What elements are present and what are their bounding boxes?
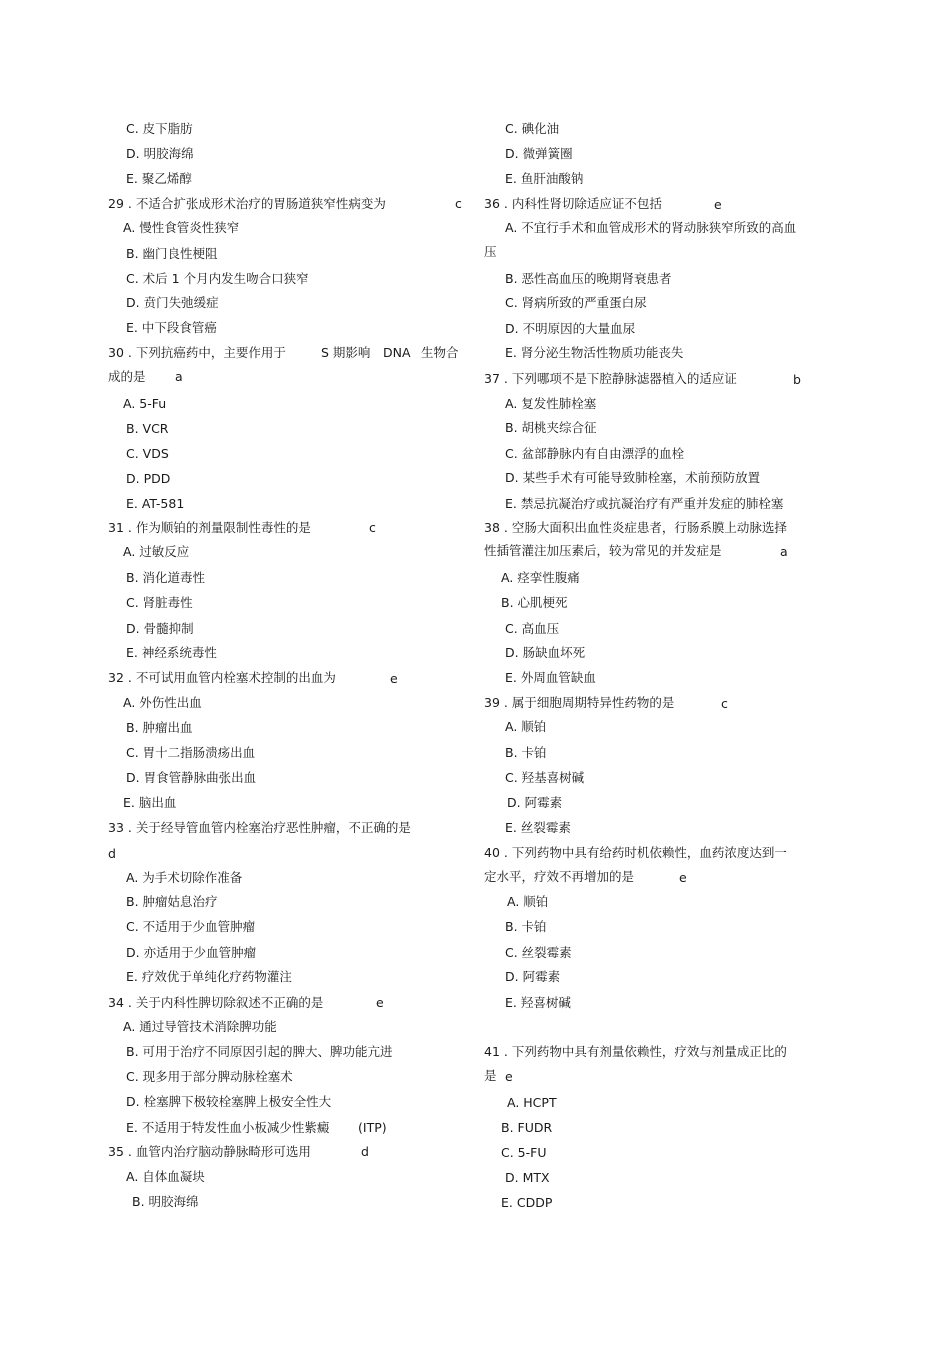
- answer-39: c: [721, 696, 728, 711]
- answer-29: c: [455, 196, 462, 211]
- question-31: 31 . 作为顺铂的剂量限制性毒性的是: [108, 520, 311, 535]
- q38-option-e: E. 外周血管缺血: [505, 670, 596, 685]
- q38-option-a: A. 痉挛性腹痛: [501, 570, 580, 585]
- question-36: 36 . 内科性肾切除适应证不包括: [484, 196, 662, 211]
- question-37: 37 . 下列哪项不是下腔静脉滤器植入的适应证: [484, 371, 737, 386]
- q29-option-b: B. 幽门良性梗阻: [126, 246, 218, 261]
- answer-34: e: [376, 995, 384, 1010]
- q32-option-d: D. 胃食管静脉曲张出血: [126, 770, 257, 785]
- q37-option-a: A. 复发性肺栓塞: [505, 396, 597, 411]
- question-33: 33 . 关于经导管血管内栓塞治疗恶性肿瘤，不正确的是: [108, 820, 411, 835]
- answer-33: d: [108, 846, 116, 861]
- question-41-line2: 是: [484, 1068, 497, 1083]
- question-38-line2: 性插管灌注加压素后，较为常见的并发症是: [484, 543, 722, 558]
- q38-option-d: D. 肠缺血坏死: [505, 645, 586, 660]
- option-e: E. 鱼肝油酸钠: [505, 171, 584, 186]
- q39-option-a: A. 顺铂: [505, 719, 547, 734]
- q30-option-c: C. VDS: [126, 446, 169, 461]
- answer-37: b: [793, 372, 801, 387]
- q30-option-a: A. 5-Fu: [123, 396, 167, 411]
- q32-option-c: C. 胃十二指肠溃疡出血: [126, 745, 256, 760]
- q36-option-e: E. 肾分泌生物活性物质功能丧失: [505, 345, 684, 360]
- q34-option-e: E. 不适用于特发性血小板减少性紫癜: [126, 1120, 330, 1135]
- question-40-line2: 定水平，疗效不再增加的是: [484, 869, 635, 884]
- q35-option-b: B. 明胶海绵: [132, 1194, 199, 1209]
- q30-option-b: B. VCR: [126, 421, 169, 436]
- q36-option-a: A. 不宜行手术和血管成形术的肾动脉狭窄所致的高血: [505, 220, 797, 235]
- answer-31: c: [369, 520, 376, 535]
- question-40: 40 . 下列药物中具有给药时机依赖性，血药浓度达到一: [484, 845, 787, 860]
- question-34: 34 . 关于内科性脾切除叙述不正确的是: [108, 995, 324, 1010]
- q41-option-a: A. HCPT: [507, 1095, 557, 1110]
- answer-38: a: [780, 544, 788, 559]
- q41-option-d: D. MTX: [505, 1170, 550, 1185]
- q38-option-b: B. 心肌梗死: [501, 595, 568, 610]
- q36-option-c: C. 肾病所致的严重蛋白尿: [505, 295, 647, 310]
- q33-option-e: E. 疗效优于单纯化疗药物灌注: [126, 969, 292, 984]
- option-c: C. 碘化油: [505, 121, 560, 136]
- q39-option-c: C. 羟基喜树碱: [505, 770, 585, 785]
- option-d: D. 明胶海绵: [126, 146, 194, 161]
- q37-option-e: E. 禁忌抗凝治疗或抗凝治疗有严重并发症的肺栓塞: [505, 496, 784, 511]
- q31-option-e: E. 神经系统毒性: [126, 645, 217, 660]
- q39-option-d: D. 阿霉素: [507, 795, 563, 810]
- q34-itp: (ITP): [358, 1120, 387, 1135]
- option-c: C. 皮下脂肪: [126, 121, 193, 136]
- question-30-line2: 成的是: [108, 369, 146, 384]
- q32-option-e: E. 脑出血: [123, 795, 177, 810]
- q37-option-d: D. 某些手术有可能导致肺栓塞，术前预防放置: [505, 470, 761, 485]
- option-d: D. 微弹簧圈: [505, 146, 573, 161]
- q34-option-b: B. 可用于治疗不同原因引起的脾大、脾功能亢进: [126, 1044, 393, 1059]
- q39-option-e: E. 丝裂霉素: [505, 820, 571, 835]
- question-32: 32 . 不可试用血管内栓塞术控制的出血为: [108, 670, 336, 685]
- q39-option-b: B. 卡铂: [505, 745, 547, 760]
- answer-36: e: [714, 197, 722, 212]
- question-29: 29 . 不适合扩张成形术治疗的胃肠道狭窄性病变为: [108, 196, 386, 211]
- q30-option-d: D. PDD: [126, 471, 171, 486]
- q41-option-e: E. CDDP: [501, 1195, 553, 1210]
- q40-option-a: A. 顺铂: [507, 894, 549, 909]
- question-41: 41 . 下列药物中具有剂量依赖性，疗效与剂量成正比的: [484, 1044, 787, 1059]
- q34-option-a: A. 通过导管技术消除脾功能: [123, 1019, 277, 1034]
- q38-option-c: C. 高血压: [505, 621, 560, 636]
- q36-option-d: D. 不明原因的大量血尿: [505, 321, 636, 336]
- q33-option-b: B. 肿瘤姑息治疗: [126, 894, 218, 909]
- q41-option-c: C. 5-FU: [501, 1145, 547, 1160]
- option-e: E. 聚乙烯醇: [126, 171, 192, 186]
- question-39: 39 . 属于细胞周期特异性药物的是: [484, 695, 675, 710]
- q31-option-c: C. 肾脏毒性: [126, 595, 193, 610]
- answer-30: a: [175, 369, 183, 384]
- question-30-bio: 生物合: [421, 345, 459, 360]
- q35-option-a: A. 自体血凝块: [126, 1169, 205, 1184]
- answer-35: d: [361, 1144, 369, 1159]
- q30-option-e: E. AT-581: [126, 496, 185, 511]
- q31-option-b: B. 消化道毒性: [126, 570, 206, 585]
- q32-option-a: A. 外伤性出血: [123, 695, 202, 710]
- q29-option-e: E. 中下段食管癌: [126, 320, 217, 335]
- q36-option-a-cont: 压: [484, 244, 497, 259]
- question-30-s: S 期影响: [321, 345, 371, 360]
- q40-option-c: C. 丝裂霉素: [505, 945, 572, 960]
- q34-option-d: D. 栓塞脾下极较栓塞脾上极安全性大: [126, 1094, 332, 1109]
- q33-option-c: C. 不适用于少血管肿瘤: [126, 919, 256, 934]
- q29-option-d: D. 贲门失弛缓症: [126, 295, 219, 310]
- q40-option-e: E. 羟喜树碱: [505, 995, 571, 1010]
- question-30: 30 . 下列抗癌药中，主要作用于: [108, 345, 286, 360]
- answer-41: e: [505, 1069, 513, 1084]
- q31-option-a: A. 过敏反应: [123, 544, 190, 559]
- question-35: 35 . 血管内治疗脑动静脉畸形可选用: [108, 1144, 311, 1159]
- q37-option-c: C. 盆部静脉内有自由漂浮的血栓: [505, 446, 685, 461]
- question-38: 38 . 空肠大面积出血性炎症患者，行肠系膜上动脉选择: [484, 520, 787, 535]
- q34-option-c: C. 现多用于部分脾动脉栓塞术: [126, 1069, 293, 1084]
- answer-40: e: [679, 870, 687, 885]
- q32-option-b: B. 肿瘤出血: [126, 720, 193, 735]
- q33-option-d: D. 亦适用于少血管肿瘤: [126, 945, 257, 960]
- answer-32: e: [390, 671, 398, 686]
- question-30-dna: DNA: [383, 345, 411, 360]
- q40-option-d: D. 阿霉素: [505, 969, 561, 984]
- q33-option-a: A. 为手术切除作准备: [126, 870, 243, 885]
- q29-option-c: C. 术后 1 个月内发生吻合口狭窄: [126, 271, 309, 286]
- q40-option-b: B. 卡铂: [505, 919, 547, 934]
- q37-option-b: B. 胡桃夹综合征: [505, 420, 597, 435]
- q29-option-a: A. 慢性食管炎性狭窄: [123, 220, 240, 235]
- q36-option-b: B. 恶性高血压的晚期肾衰患者: [505, 271, 672, 286]
- q31-option-d: D. 骨髓抑制: [126, 621, 194, 636]
- q41-option-b: B. FUDR: [501, 1120, 553, 1135]
